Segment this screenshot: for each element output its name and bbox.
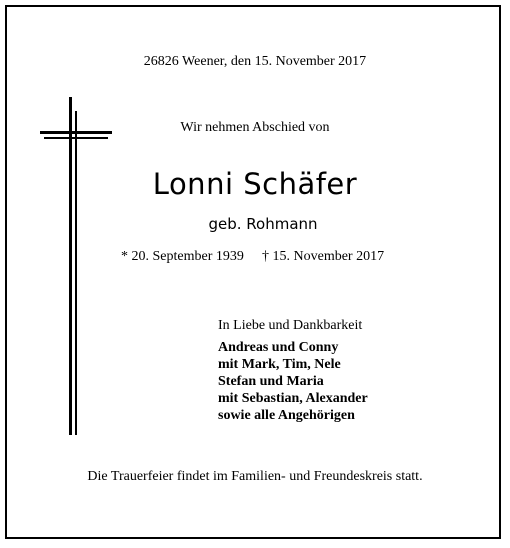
deceased-name: Lonni Schäfer	[152, 167, 358, 201]
mourner-line: mit Sebastian, Alexander	[218, 391, 368, 406]
mourner-line: Stefan und Maria	[218, 374, 324, 389]
mourner-line: mit Mark, Tim, Nele	[218, 357, 341, 372]
place-date: 26826 Weener, den 15. November 2017	[143, 54, 367, 69]
intro-text: Wir nehmen Abschied von	[180, 120, 330, 135]
cross-icon	[40, 97, 112, 435]
maiden-name: geb. Rohmann	[208, 215, 318, 233]
death-date: † 15. November 2017	[262, 249, 385, 264]
funeral-note: Die Trauerfeier findet im Familien- und Freundeskreis statt.	[87, 469, 423, 484]
mourner-line: sowie alle Angehörigen	[218, 408, 355, 423]
birth-date: * 20. September 1939	[121, 249, 244, 264]
mourners-intro: In Liebe und Dankbarkeit	[218, 318, 363, 333]
mourner-line: Andreas und Conny	[218, 340, 339, 355]
